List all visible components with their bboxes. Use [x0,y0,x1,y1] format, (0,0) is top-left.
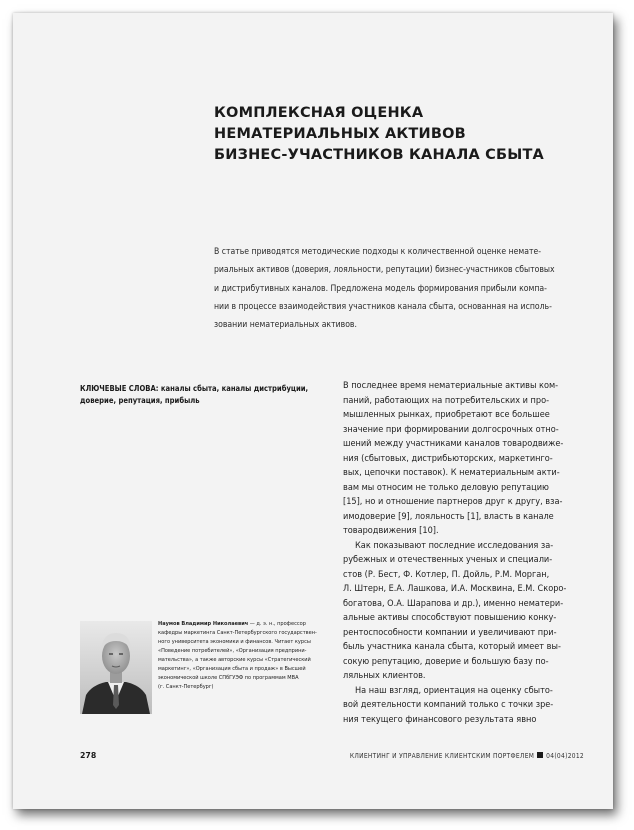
journal-title: КЛИЕНТИНГ И УПРАВЛЕНИЕ КЛИЕНТСКИМ ПОРТФЕЛЕМ [349,752,535,760]
bio-line: кафедры маркетинга Санкт-Петербургского государствен- [158,630,317,636]
keywords-block [80,383,320,407]
author-photo [80,621,152,714]
body-line: ния текущего финансового результата явно [343,714,537,725]
body-line: мышленных рынках, приобретают все большее [343,410,550,420]
title-line: КОМПЛЕКСНАЯ ОЦЕНКА [214,105,424,121]
body-line: ния (сбытовых, дистрибьюторских, маркетинго- [343,453,553,464]
running-footer [350,752,584,760]
author-bio [158,620,338,692]
article-abstract [214,243,594,334]
body-line: вой деятельности компаний только с точки зре- [343,700,554,710]
body-line: ляльных клиентов. [343,671,426,681]
body-line: значение при формировании долгосрочных отно- [343,424,559,435]
body-line: вам мы относим не только деловую репутацию [343,482,549,493]
abstract-line: нии в процессе взаимодействия участников канала сбыта, основанная на исполь- [214,301,552,312]
title-line: БИЗНЕС-УЧАСТНИКОВ КАНАЛА СБЫТА [214,147,544,163]
body-line: На наш взгляд, ориентация на оценку сбыто- [355,685,553,696]
bio-line: экономической школе СПбГУЭФ по программам MBA [158,675,299,681]
journal-page [13,13,613,809]
title-line: НЕМАТЕРИАЛЬНЫХ АКТИВОВ [214,126,466,142]
bio-line: «Поведение потребителей», «Организация предприни- [158,648,307,654]
body-line: альные активы способствуют повышению конку- [343,613,557,623]
abstract-line: зовании нематериальных активов. [214,320,357,331]
body-line: шений между участниками каналов товародвиже- [343,439,564,449]
body-line: рубежных и отечественных ученых и специали- [343,555,553,565]
body-line: товародвижения [10]. [343,526,439,536]
body-line: В последнее время нематериальные активы ком- [343,381,559,391]
bio-line: (г. Санкт-Петербург) [158,684,214,690]
bio-line: маркетинг», «Организация сбыта и продаж» в Высшей [158,666,306,672]
abstract-line: риальных активов (доверия, лояльности, репутации) бизнес-участников сбытовых [214,265,555,276]
author-portrait-image [80,621,152,714]
bio-line: мательства», а также авторские курсы «Стратегический [158,657,311,663]
body-line: имодоверие [9], лояльность [1], власть в канале [343,511,554,522]
body-line: богатова, О.А. Шарапова и др.), именно нематери- [343,598,564,609]
square-bullet-icon [537,752,543,758]
author-name: Наумов Владимир Николаевич [158,621,249,627]
body-text-column [343,379,593,727]
abstract-line: В статье приводятся методические подходы к количественной оценке немате- [214,247,541,257]
issue-number: 04(04)2012 [546,752,584,760]
page-number: 278 [80,751,97,760]
abstract-line: и дистрибутивных каналов. Предложена модель формирования прибыли компа- [214,283,547,294]
body-line: Л. Штерн, Е.А. Лашкова, И.А. Москвина, Е.М. Скоро- [343,584,567,594]
bio-line [158,620,338,629]
keywords-line: доверие, репутация, прибыль [80,396,200,405]
article-title [214,103,574,166]
body-line: вых, цепочки поставок). К нематериальным акти- [343,468,560,478]
body-line: быль участника канала сбыта, который имеет вы- [343,642,561,652]
body-line: паний, работающих на потребительских и про- [343,395,550,406]
body-line: рентоспособности компании и увеличивают при- [343,627,557,638]
body-line: стов (Р. Бест, Ф. Котлер, П. Дойль, Р.М. Морган, [343,569,550,580]
body-line: Как показывают последние исследования за- [355,540,554,551]
body-line: сокую репутацию, доверие и большую базу по- [343,656,549,667]
body-line: [15], но и отношение партнеров друг к другу, вза- [343,497,563,507]
bio-line-rest: — д. э. н., профессор [248,621,306,627]
bio-line: ного университета экономики и финансов. Читает курсы [158,639,311,645]
keywords-line: КЛЮЧЕВЫЕ СЛОВА: каналы сбыта, каналы дистрибуции, [80,384,309,393]
